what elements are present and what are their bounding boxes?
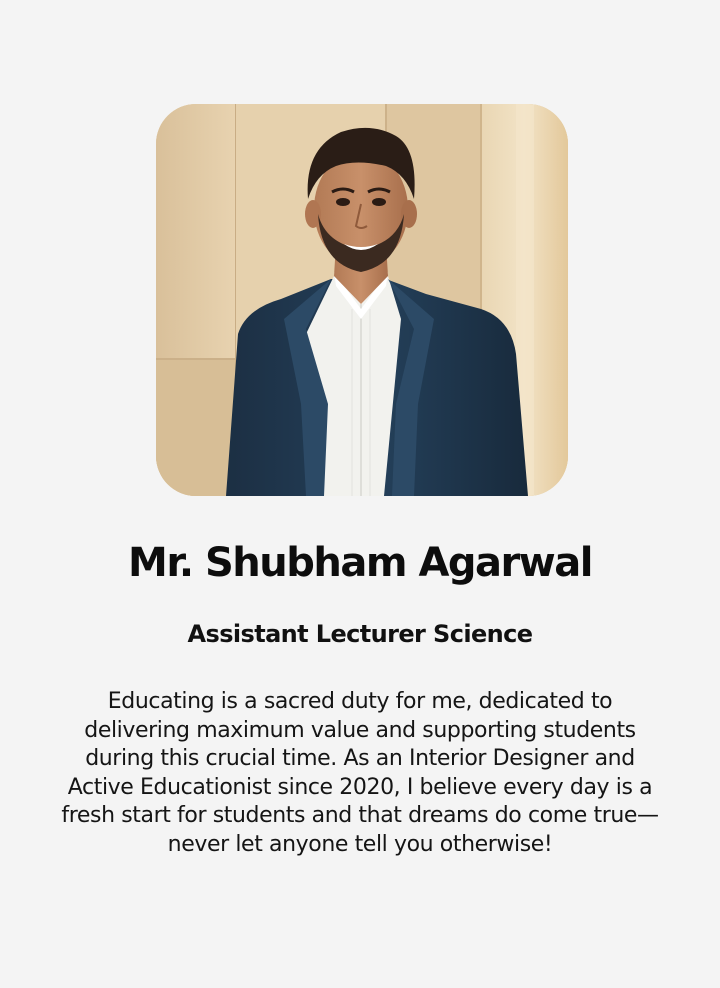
profile-photo [156,104,568,496]
teacher-name: Mr. Shubham Agarwal [128,540,592,586]
teacher-role: Assistant Lecturer Science [187,620,533,648]
teacher-bio: Educating is a sacred duty for me, dedicated to delivering maximum value and supporting students during this crucial time. As an Interior Designer and Active Educationist since 2020, I believe every day is a fresh start for students and that dreams do come true—never let anyone tell you otherwise! [61,689,659,857]
portrait-photo-icon [156,104,568,496]
